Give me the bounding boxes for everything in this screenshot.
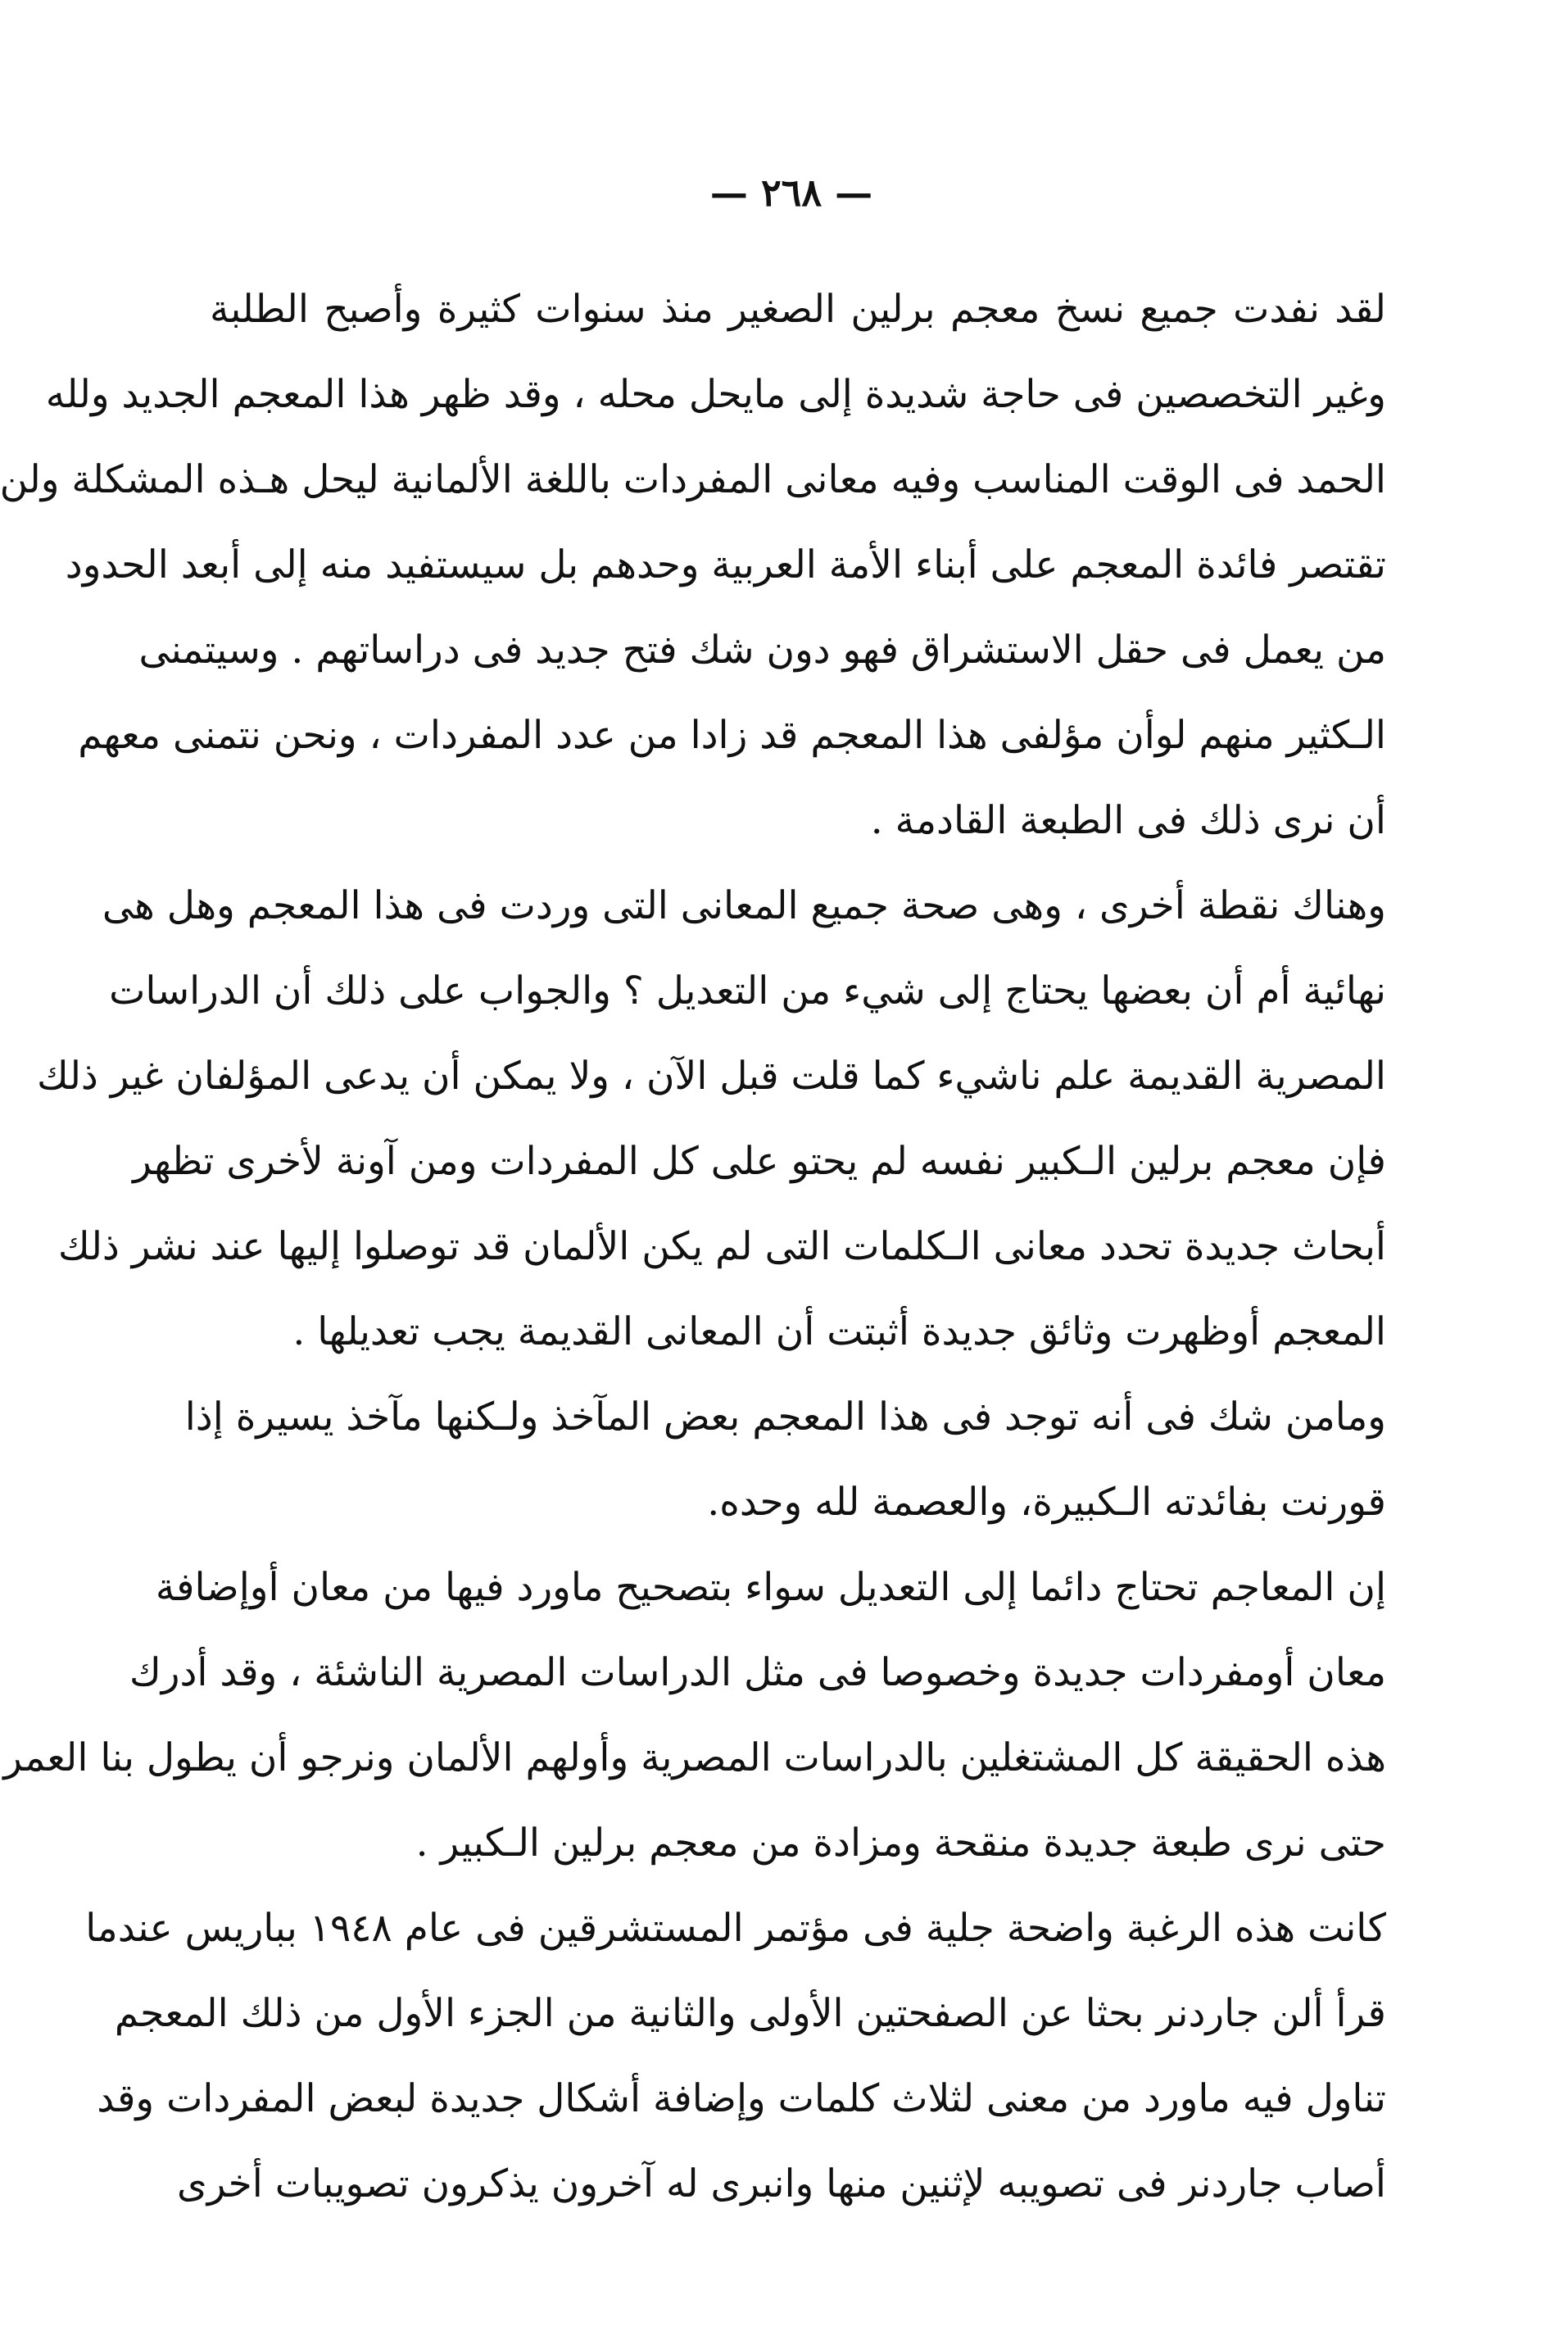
text-line: أن نرى ذلك فى الطبعة القادمة . <box>870 798 1386 843</box>
text-line: حتى نرى طبعة جديدة منقحة ومزادة من معجم برلين الـكبير . <box>415 1821 1386 1866</box>
text-line: معان أومفردات جديدة وخصوصا فى مثل الدراسات المصرية الناشئة ، وقد أدرك <box>129 1650 1386 1695</box>
text-line: كانت هذه الرغبة واضحة جلية فى مؤتمر المستشرقين فى عام ١٩٤٨ بباريس عندما <box>85 1906 1386 1951</box>
text-line: قورنت بفائدته الـكبيرة، والعصمة لله وحده. <box>707 1480 1386 1525</box>
text-line: لقد نفدت جميع نسخ معجم برلين الصغير منذ سنوات كثيرة وأصبح الطلبة <box>210 287 1386 332</box>
paragraph-1 <box>0 267 1386 864</box>
text-line: هذه الحقيقة كل المشتغلين بالدراسات المصرية وأولهم الألمان ونرجو أن يطول بنا العمر <box>3 1735 1386 1780</box>
text-line: أبحاث جديدة تحدد معانى الـكلمات التى لم يكن الألمان قد توصلوا إليها عند نشر ذلك <box>57 1224 1386 1269</box>
text-line: تقتصر فائدة المعجم على أبناء الأمة العربية وحدهم بل سيستفيد منه إلى أبعد الحدود <box>65 542 1386 587</box>
text-line: نهائية أم أن بعضها يحتاج إلى شيء من التعديل ؟ والجواب على ذلك أن الدراسات <box>109 968 1386 1014</box>
text-line: وهناك نقطة أخرى ، وهى صحة جميع المعانى التى وردت فى هذا المعجم وهل هى <box>102 883 1386 928</box>
text-line: من يعمل فى حقل الاستشراق فهو دون شك فتح جديد فى دراساتهم . وسيتمنى <box>138 628 1386 673</box>
text-line: تناول فيه ماورد من معنى لثلاث كلمات وإضافة أشكال جديدة لبعض المفردات وقد <box>97 2076 1386 2121</box>
page-number: — ٢٦٨ — <box>709 170 873 215</box>
text-line: إن المعاجم تحتاج دائما إلى التعديل سواء بتصحيح ماورد فيها من معان أوإضافة <box>155 1565 1386 1610</box>
text-line: المصرية القديمة علم ناشيء كما قلت قبل الآن ، ولا يمكن أن يدعى المؤلفان غير ذلك <box>36 1054 1386 1099</box>
text-line: وغير التخصصين فى حاجة شديدة إلى مايحل محله ، وقد ظهر هذا المعجم الجديد ولله <box>45 372 1386 417</box>
paragraph-4 <box>3 1545 1386 1886</box>
text-line: أصاب جاردنر فى تصويبه لإثنين منها وانبرى له آخرون يذكرون تصويبات أخرى <box>176 2161 1386 2206</box>
text-line: الـكثير منهم لوأن مؤلفى هذا المعجم قد زادا من عدد المفردات ، ونحن نتمنى معهم <box>78 713 1386 758</box>
paragraph-3 <box>184 1375 1386 1545</box>
text-line: فإن معجم برلين الـكبير نفسه لم يحتو على كل المفردات ومن آونة لأخرى تظهر <box>133 1139 1386 1184</box>
paragraph-2 <box>36 864 1386 1375</box>
text-line: ومامن شك فى أنه توجد فى هذا المعجم بعض المآخذ ولـكنها مآخذ يسيرة إذا <box>184 1394 1386 1440</box>
text-line: الحمد فى الوقت المناسب وفيه معانى المفردات باللغة الألمانية ليحل هـذه المشكلة ولن <box>0 457 1386 502</box>
text-line: المعجم أوظهرت وثائق جديدة أثبتت أن المعانى القديمة يجب تعديلها . <box>292 1309 1386 1354</box>
paragraph-5 <box>85 1886 1386 2227</box>
body-text <box>0 267 1386 2227</box>
text-line: قرأ ألن جاردنر بحثا عن الصفحتين الأولى والثانية من الجزء الأول من ذلك المعجم <box>114 1991 1386 2036</box>
